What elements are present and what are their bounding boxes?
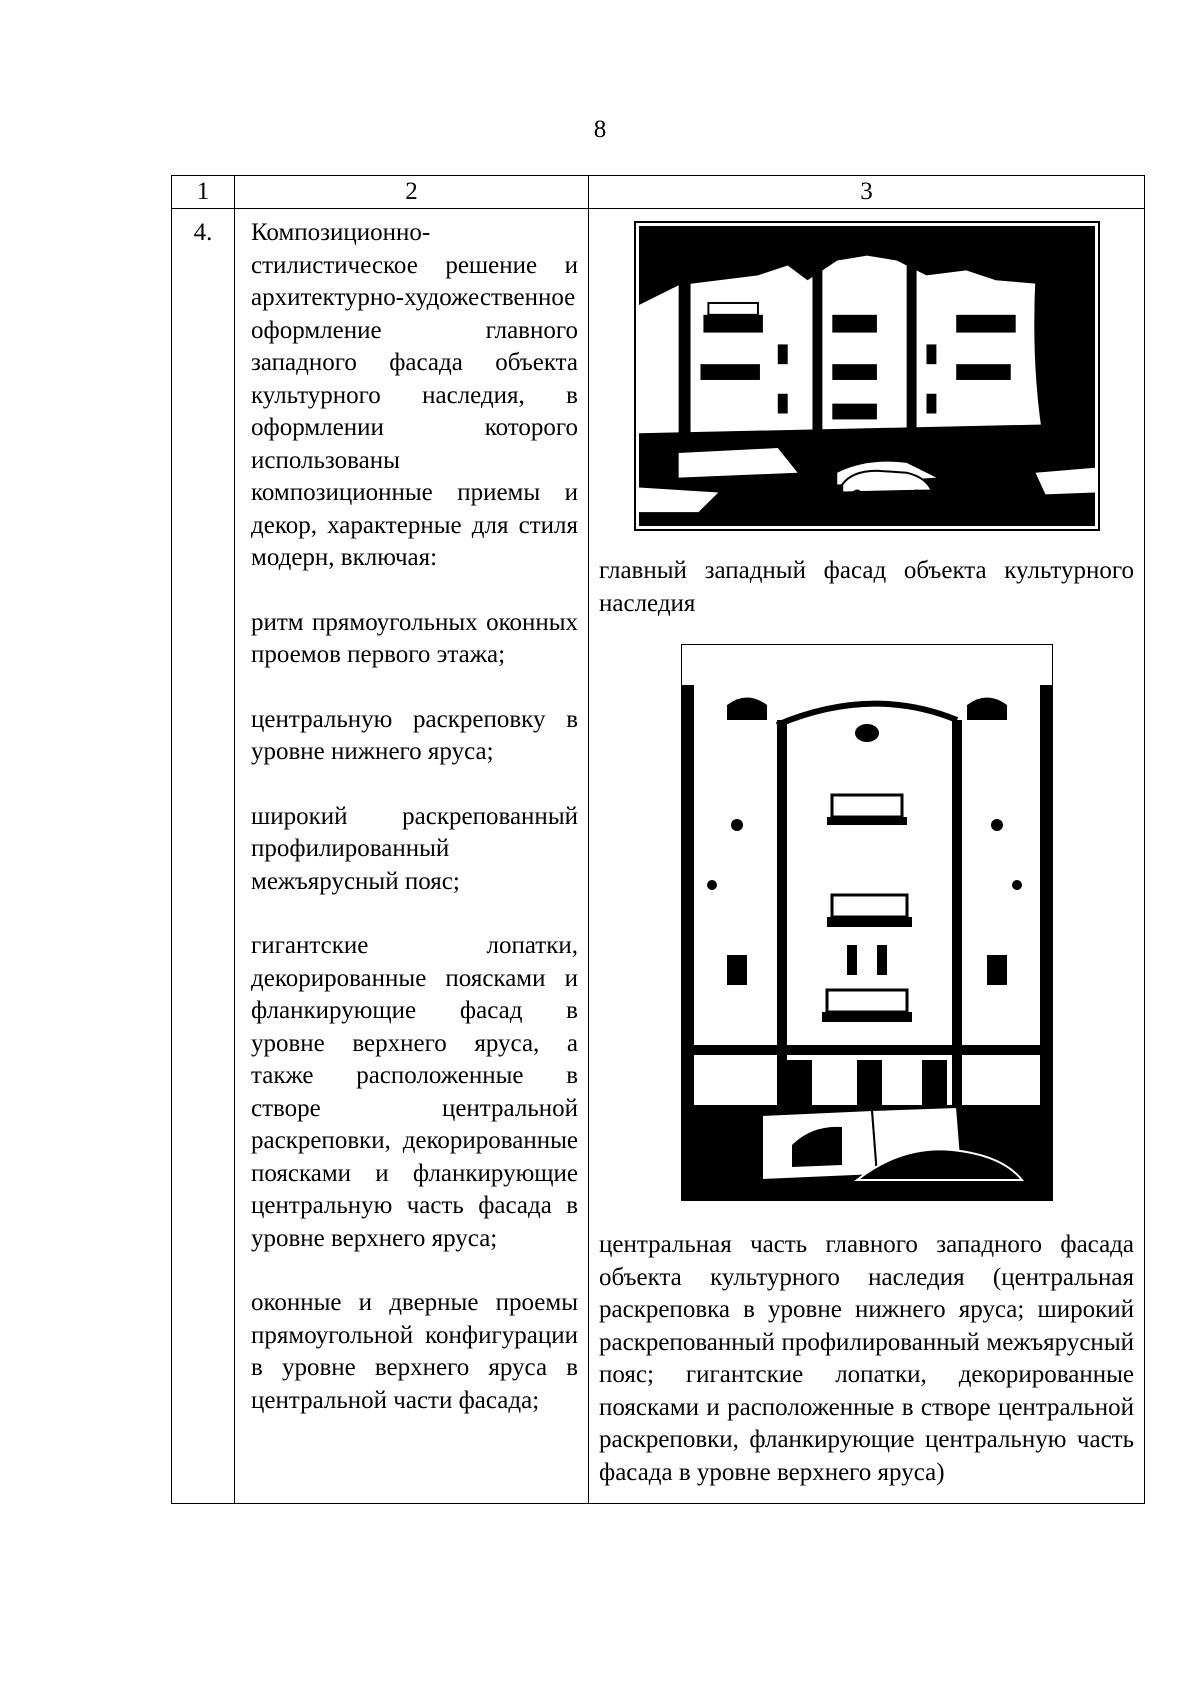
facade-photo-image [639,226,1095,526]
facade-photo-caption: главный западный фасад объекта культурного наследия [599,557,1134,617]
header-col-3: 3 [589,176,1145,209]
description-paragraph: гигантские лопатки, декорированные поясками и фланкирующие фасад в уровне верхнего яруса, а также расположенные в створе центральной раскреповки, декорированные поясками и фланкирующие центральную часть фасада в уровне верхнего яруса; [251,932,578,1252]
description-paragraph: оконные и дверные проемы прямоугольной конфигурации в уровне верхнего яруса в центральной части фасада; [251,1289,578,1414]
central-facade-photo-image [682,645,1052,1200]
table-header-row [172,176,1145,209]
central-facade-photo-caption: центральная часть главного западного фасада объекта культурного наследия (центральная раскреповка в уровне нижнего яруса; широкий раскрепованный профилированный межъярусный пояс; гигантские лопатки, декорированные поясками и расположенные в створе центральной раскреповки, фланкирующие центральную часть фасада в уровне верхнего яруса) [599,1231,1134,1486]
description-paragraph: широкий раскрепованный профилированный межъярусный пояс; [251,802,578,895]
header-col-1: 1 [172,176,235,209]
header-col-2: 2 [235,176,589,209]
description-paragraph: центральную раскреповку в уровне нижнего яруса; [251,705,578,765]
page-number: 8 [593,116,607,143]
document-table [171,175,1145,1504]
description-paragraph: ритм прямоугольных оконных проемов первого этажа; [251,608,578,668]
central-facade-photo [681,644,1053,1201]
table-row [172,209,1145,1504]
facade-photo [634,221,1100,531]
illustration-cell [589,209,1145,1504]
description-paragraph: Композиционно-стилистическое решение и архитектурно-художественное оформление главного западного фасада объекта культурного наследия, в оформлении которого использованы композиционные приемы и декор, характерные для стиля модерн, включая: [251,219,578,571]
description-cell [235,209,589,1504]
row-number: 4. [172,209,235,1504]
